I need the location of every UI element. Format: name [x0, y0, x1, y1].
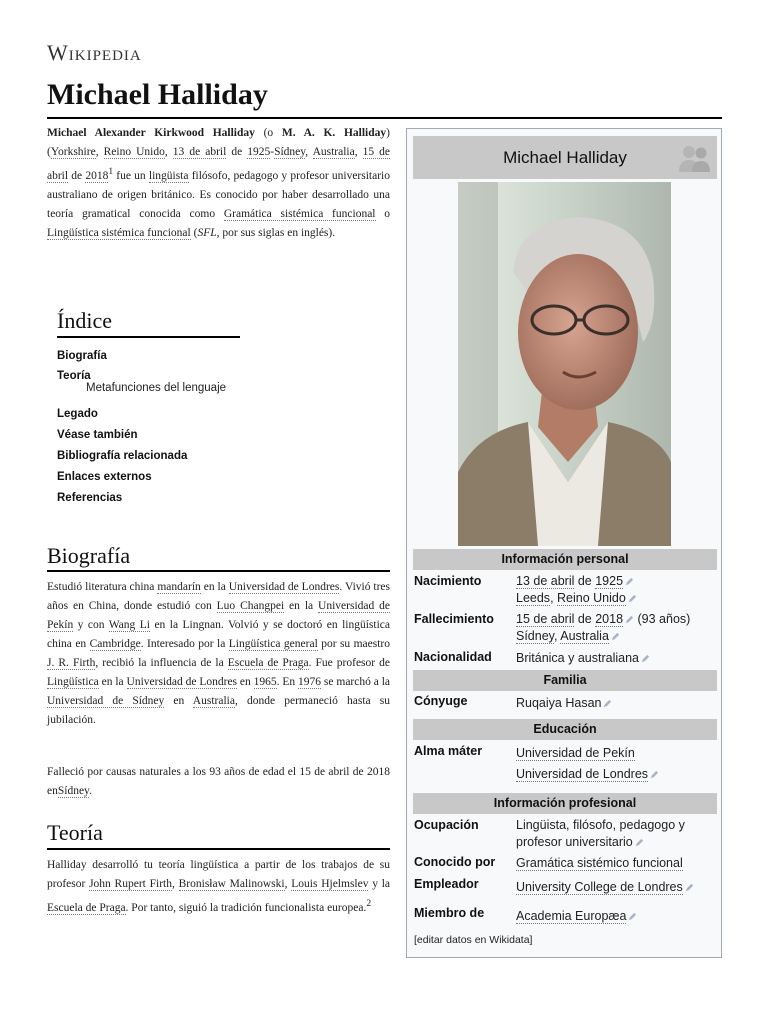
link-nac-leeds[interactable]: Leeds: [516, 591, 551, 605]
link-1976[interactable]: 1976: [298, 676, 322, 688]
link-linguistica-general[interactable]: Lingüística general: [228, 638, 318, 650]
pencil-icon[interactable]: [685, 883, 694, 892]
section-divider: [47, 848, 390, 850]
link-13-abril[interactable]: 13 de abril: [172, 146, 227, 158]
link-gramatica-sistemico-funcional[interactable]: Gramática sistémico funcional: [516, 856, 683, 870]
value-fallecimiento: 15 de abril de 2018 (93 años) Sídney, Australia: [516, 612, 691, 643]
link-nac-reino-unido[interactable]: Reino Unido: [557, 591, 626, 605]
value-nacimiento: 13 de abril de 1925 Leeds, Reino Unido: [516, 573, 716, 607]
biografia-paragraph-1: Estudió literatura china mandarín en la Universidad de Londres. Vivió tres años en China, donde estudió con Luo Changpei en la Universidad de Pekín y con Wang Li en la Lingnan. Volvió y se doctoró en lingüística china en Cambridge. Interesado por la Lingüística general por su maestro J. R. Firth, recibió la influencia de la Escuela de Praga. Fue profesor de Lingüística en la Universidad de Londres en 1965. En 1976 se marchó a la Universidad de Sídney en Australia, donde permaneció hasta su jubilación.: [47, 581, 391, 726]
pencil-icon[interactable]: [628, 912, 637, 921]
link-cambridge[interactable]: Cambridge: [89, 638, 141, 650]
infobox-section-familia: Familia: [413, 670, 717, 691]
toc-divider: [57, 336, 240, 338]
subject-name: Michael Alexander Kirkwood Halliday: [47, 127, 255, 139]
label-empleador: Empleador: [414, 877, 479, 891]
infobox-section-personal: Información personal: [413, 549, 717, 570]
value-nacionalidad: Británica y australiana: [516, 650, 716, 667]
label-ocupacion: Ocupación: [414, 818, 479, 832]
link-sidney-2[interactable]: Sídney: [57, 785, 90, 797]
value-miembro-de: [516, 908, 716, 925]
reference-1[interactable]: 1: [108, 166, 114, 177]
link-fal-sidney[interactable]: Sídney: [516, 629, 554, 643]
link-malinowski[interactable]: Bronisław Malinowski: [178, 878, 285, 890]
link-linguistica-sistemica[interactable]: Lingüística sistémica funcional: [47, 226, 191, 239]
label-conocido-por: Conocido por: [414, 855, 496, 869]
value-empleador: [516, 879, 716, 896]
reference-2[interactable]: 2: [366, 898, 372, 909]
portrait-photo: [458, 182, 671, 546]
section-heading-biografia: Biografía: [47, 543, 131, 568]
value-conyuge: Ruqaiya Hasan: [516, 695, 716, 712]
link-universidad-londres-ib[interactable]: Universidad de Londres: [516, 767, 649, 781]
link-sidney[interactable]: Sídney: [274, 146, 306, 158]
link-linguistica[interactable]: Lingüística: [47, 676, 99, 688]
value-conocido-por: [516, 855, 716, 872]
toc-item-enlaces-externos[interactable]: Enlaces externos: [57, 471, 152, 483]
teoria-paragraph-1: Halliday desarrolló tu teoría lingüística a partir de los trabajos de su profesor John Rupert Firth, Bronisław Malinowski, Louis Hjelmslev y la Escuela de Praga. Por tanto, siguió la tradición funcionalista europea.$^2$: [47, 859, 391, 914]
pencil-icon[interactable]: [628, 594, 637, 603]
page-title: Michael Halliday: [47, 78, 268, 111]
person-silhouette-icon: [677, 142, 713, 174]
section-heading-teoria: Teoría: [47, 820, 103, 845]
biografia-paragraph-2: Falleció por causas naturales a los 93 años de edad el 15 de abril de 2018 enSídney.: [47, 766, 390, 797]
pencil-icon[interactable]: [625, 577, 634, 586]
toc-item-legado[interactable]: Legado: [57, 408, 98, 420]
infobox-title: Michael Halliday: [413, 136, 717, 179]
edit-wikidata-link[interactable]: [editar datos en Wikidata]: [414, 934, 533, 946]
link-john-rupert-firth[interactable]: John Rupert Firth: [89, 878, 172, 890]
link-universidad-pekin[interactable]: Universidad de Pekín: [47, 600, 390, 631]
pencil-icon[interactable]: [650, 770, 659, 779]
toc-item-referencias[interactable]: Referencias: [57, 492, 123, 504]
link-universidad-londres[interactable]: Universidad de Londres: [228, 581, 340, 593]
link-nac-anio[interactable]: 1925: [595, 574, 624, 588]
toc-item-biografia[interactable]: Biografía: [57, 350, 107, 362]
value-ocupacion: Lingüista, filósofo, pedagogo y profesor universitario: [516, 818, 685, 849]
toc-item-vease-tambien[interactable]: Véase también: [57, 429, 138, 441]
label-conyuge: Cónyuge: [414, 694, 468, 708]
link-2018[interactable]: 2018: [85, 169, 109, 182]
link-australia-2[interactable]: Australia: [192, 695, 235, 707]
link-fal-anio[interactable]: 2018: [595, 612, 624, 626]
link-universidad-londres-2[interactable]: Universidad de Londres: [126, 676, 238, 688]
link-escuela-praga-2[interactable]: Escuela de Praga: [47, 901, 126, 914]
link-linguista[interactable]: lingüista: [148, 169, 189, 182]
link-academia-europaea[interactable]: Academia Europæa: [516, 909, 627, 923]
link-jr-firth[interactable]: J. R. Firth: [47, 657, 96, 669]
label-alma-mater: Alma máter: [414, 744, 483, 758]
infobox-section-profesional: Información profesional: [413, 793, 717, 814]
link-mandarin[interactable]: mandarín: [157, 581, 201, 593]
section-divider: [47, 570, 390, 572]
link-escuela-praga[interactable]: Escuela de Praga: [227, 657, 309, 669]
link-gramatica-sistemica[interactable]: Gramática sistémica funcional: [223, 207, 376, 220]
pencil-icon[interactable]: [625, 615, 634, 624]
link-wang-li[interactable]: Wang Li: [108, 619, 150, 631]
value-alma-mater: [516, 745, 716, 783]
subject-alias: M. A. K. Halliday: [281, 127, 387, 139]
link-reino-unido[interactable]: Reino Unido: [103, 146, 165, 158]
table-of-contents: [57, 308, 257, 509]
label-nacionalidad: Nacionalidad: [414, 650, 492, 664]
infobox-section-educacion: Educación: [413, 719, 717, 740]
toc-item-bibliografia[interactable]: Bibliografía relacionada: [57, 450, 188, 462]
pencil-icon[interactable]: [603, 699, 612, 708]
link-nac-fecha[interactable]: 13 de abril: [516, 574, 575, 588]
toc-item-teoria[interactable]: Teoría: [57, 370, 91, 382]
link-australia[interactable]: Australia: [312, 146, 355, 158]
pencil-icon[interactable]: [611, 632, 620, 641]
infobox: [406, 128, 722, 958]
wikipedia-logo[interactable]: Wikipedia: [47, 40, 142, 65]
link-yorkshire[interactable]: Yorkshire: [50, 146, 96, 158]
link-1965[interactable]: 1965: [253, 676, 277, 688]
pencil-icon[interactable]: [635, 838, 644, 847]
link-fal-australia[interactable]: Australia: [560, 629, 609, 643]
link-fal-fecha[interactable]: 15 de abril: [516, 612, 575, 626]
intro-paragraph: Michael Alexander Kirkwood Halliday (o M. A. K. Halliday) (Yorkshire, Reino Unido, 13 de abril de 1925-Sídney, Australia, 15 de abril de 2018$^1$ fue un lingüista filósofo, pedagogo y profesor universitario australiano de origen británico. Es conocido por haber desarrollado una teoría gramatical conocida como Gramática sistémica funcional o Lingüística sistémica funcional (SFL, por sus siglas en inglés).: [47, 127, 391, 239]
link-luo-changpei[interactable]: Luo Changpei: [216, 600, 285, 612]
link-1925[interactable]: 1925: [247, 146, 271, 158]
toc-item-metafunciones[interactable]: Metafunciones del lenguaje: [86, 382, 227, 394]
label-fallecimiento: Fallecimiento: [414, 612, 494, 626]
link-15-abril[interactable]: 15 de abril: [47, 146, 391, 182]
link-university-college-londres[interactable]: University College de Londres: [516, 880, 683, 894]
label-nacimiento: Nacimiento: [414, 574, 482, 588]
link-universidad-sidney[interactable]: Universidad de Sídney: [47, 695, 165, 707]
link-universidad-pekin-ib[interactable]: Universidad de Pekín: [516, 746, 635, 760]
pencil-icon[interactable]: [641, 654, 650, 663]
toc-title: Índice: [57, 308, 112, 333]
title-divider: [47, 117, 722, 119]
link-hjelmslev[interactable]: Louis Hjelmslev: [291, 878, 369, 890]
label-miembro-de: Miembro de: [414, 906, 485, 920]
